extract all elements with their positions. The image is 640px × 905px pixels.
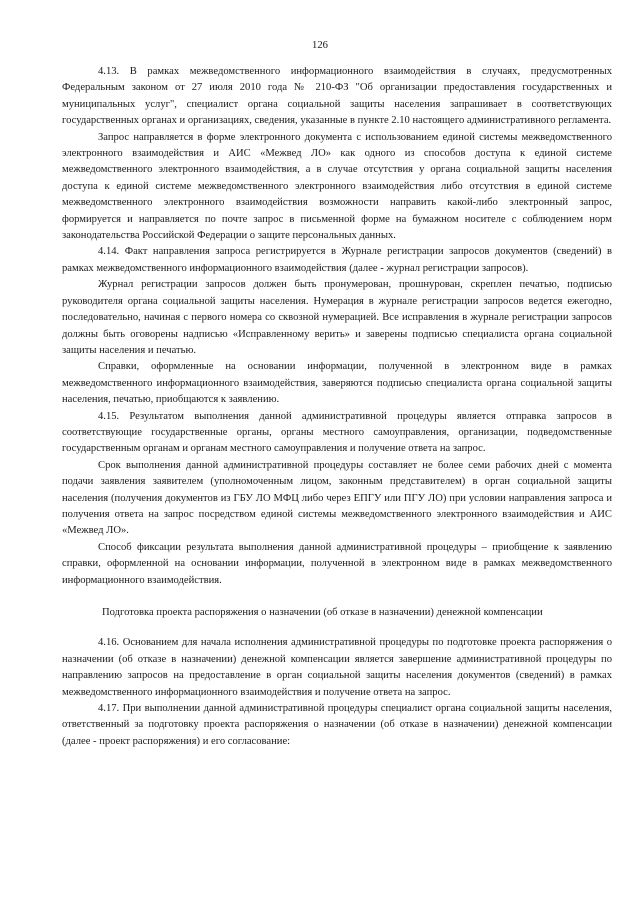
paragraph-request-form: Запрос направляется в форме электронного документа с использованием единой системы межведомственного электронного взаимодействия и АИС «Межвед ЛО» как одного из способов доступа к единой системе межведомственного электронного взаимодействия, а в случае отсутствия у органа социальной защиты населения доступа к единой системе межведомственного электронного взаимодействия либо отсутствия в единой системе межведомственного электронного взаимодействия возможности направить какой-либо электронный запрос, формируется и направляется по почте запрос в письменной форме на бумажном носителе с соблюдением норм законодательства Российской Федерации о защите персональных данных. (62, 131, 612, 242)
paragraph-deadline: Срок выполнения данной административной процедуры составляет не более семи рабочих дней с момента подачи заявления заявителем (уполномоченным лицом, законным представителем) в орган социальной защиты населения (получения документов из ГБУ ЛО МФЦ либо через ЕПГУ или ПГУ ЛО) при условии направления запроса и получения ответа на запрос посредством единой системы межведомственного электронного взаимодействия и АИС «Межвед ЛО». (62, 459, 612, 537)
paragraph-certificates: Справки, оформленные на основании информации, полученной в электронном виде в рамках межведомственного информационного взаимодействия, заверяются подписью специалиста органа социальной защиты населения, печатью, приобщаются к заявлению. (62, 361, 612, 406)
paragraph-4-13: 4.13. В рамках межведомственного информационного взаимодействия в случаях, предусмотренных Федеральным законом от 27 июля 2010 года № 210-ФЗ "Об организации предоставления государственных и муниципальных услуг", специалист органа социальной защиты населения запрашивает в соответствующих государственных органах и организациях, сведения, указанные в пункте 2.10 настоящего административного регламента. (62, 66, 612, 127)
paragraph-4-15: 4.15. Результатом выполнения данной административной процедуры является отправка запросов в соответствующие государственные органы, органы местного самоуправления, организации, подведомственные государственным органам и органам местного самоуправления и получение ответа на запрос. (62, 410, 612, 455)
section-heading: Подготовка проекта распоряжения о назначении (об отказе в назначении) денежной компенсации (102, 607, 543, 618)
page-number: 126 (312, 40, 328, 51)
paragraph-4-16: 4.16. Основанием для начала исполнения административной процедуры по подготовке проекта распоряжения о назначении (об отказе в назначении) денежной компенсации является завершение административной процедуры по направлению запросов на предоставление в орган социальной защиты населения документов (сведений) в рамках межведомственного информационного взаимодействия и получение ответа на запрос. (62, 637, 612, 698)
paragraph-4-14: 4.14. Факт направления запроса регистрируется в Журнале регистрации запросов документов (сведений) в рамках межведомственного информационного взаимодействия (далее - журнал регистрации запросов). (62, 246, 612, 274)
document-body (62, 64, 612, 750)
paragraph-4-17: 4.17. При выполнении данной административной процедуры специалист органа социальной защиты населения, ответственный за подготовку проекта распоряжения о назначении (об отказе в назначении) денежной компенсации (далее - проект распоряжения) и его согласование: (62, 703, 612, 747)
paragraph-fixation-method: Способ фиксации результата выполнения данной административной процедуры – приобщение к заявлению справки, оформленной на основании информации, полученной в электронном виде в рамках межведомственного информационного взаимодействия. (62, 541, 612, 586)
paragraph-journal: Журнал регистрации запросов должен быть пронумерован, прошнурован, скреплен печатью, подписью руководителя органа социальной защиты населения. Нумерация в журнале регистрации запросов ведется ежегодно, последовательно, начиная с первого номера со сквозной нумерацией. Все исправления в журнале регистрации запросов должны быть оговорены надписью «Исправленному верить» и заверены подписью специалиста органа социальной защиты населения и печатью. (62, 279, 612, 356)
